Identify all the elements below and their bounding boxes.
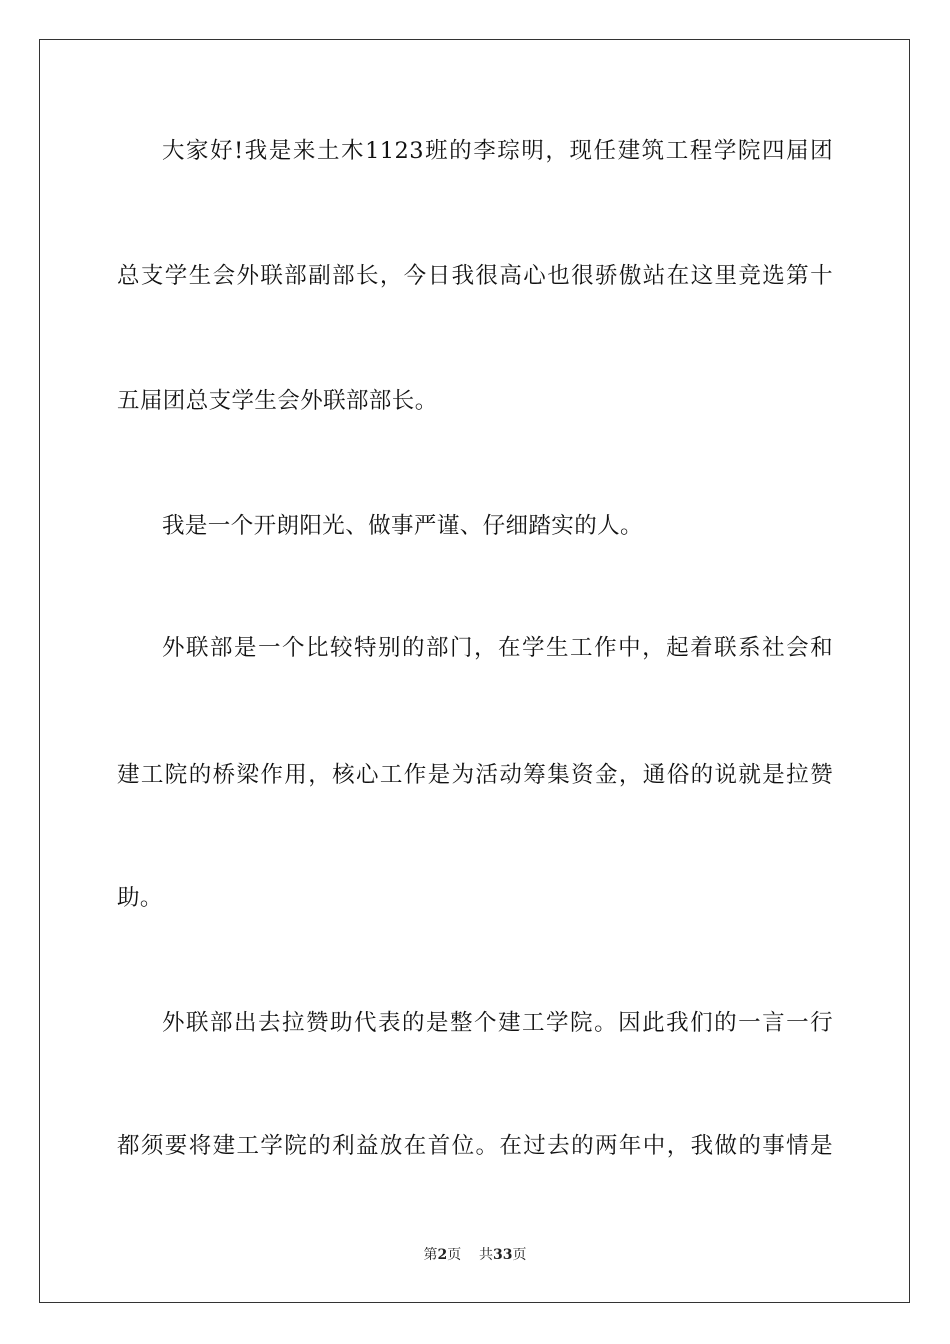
- page-border: [39, 39, 910, 1303]
- page-number: 2: [437, 1247, 448, 1263]
- text-line-1: 大家好!我是来土木1123班的李琮明，现任建筑工程学院四届团: [162, 138, 833, 164]
- page-suffix: 页: [447, 1247, 462, 1263]
- page-number-label: [423, 1247, 461, 1263]
- total-pages-label: [479, 1247, 526, 1263]
- text-line-7: 助。: [117, 885, 163, 911]
- text-line-2: 总支学生会外联部副部长，今日我很高心也很骄傲站在这里竞选第十: [117, 263, 833, 289]
- text-line-8: 外联部出去拉赞助代表的是整个建工学院。因此我们的一言一行: [162, 1010, 833, 1036]
- total-prefix: 共: [479, 1247, 494, 1263]
- page-prefix: 第: [423, 1247, 438, 1263]
- text-line-3: 五届团总支学生会外联部部长。: [117, 388, 438, 414]
- total-suffix: 页: [512, 1247, 527, 1263]
- total-pages: 33: [493, 1247, 513, 1263]
- text-line-5: 外联部是一个比较特别的部门，在学生工作中，起着联系社会和: [162, 635, 833, 661]
- text-line-6: 建工院的桥梁作用，核心工作是为活动筹集资金，通俗的说就是拉赞: [117, 762, 833, 788]
- text-line-9: 都须要将建工学院的利益放在首位。在过去的两年中，我做的事情是: [117, 1133, 833, 1159]
- text-line-4: 我是一个开朗阳光、做事严谨、仔细踏实的人。: [162, 513, 643, 539]
- page-footer: [0, 1246, 950, 1264]
